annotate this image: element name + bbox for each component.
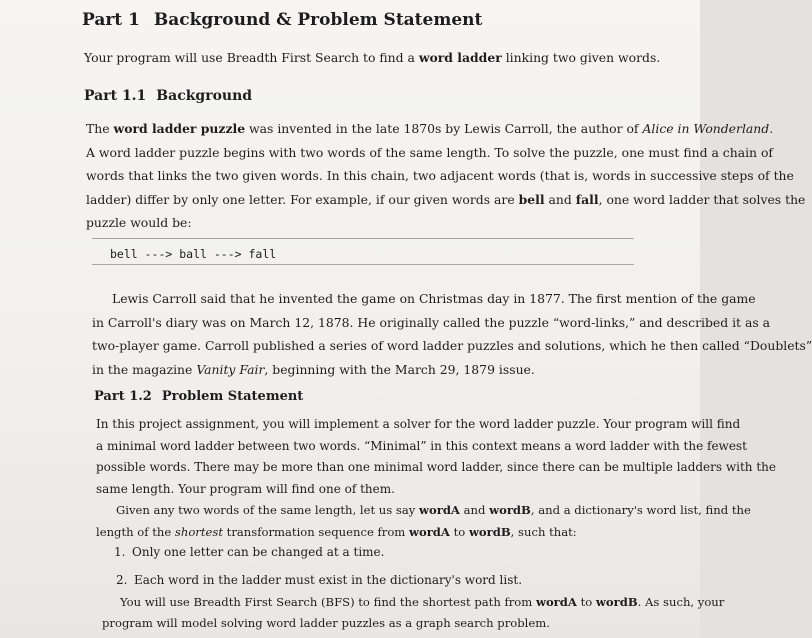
intro-text: Your program will use Breadth First Search to find a bbox=[84, 50, 419, 65]
paragraph-line: ladder) differ by only one letter. For example, if our given words are bell and fall, one word ladder that solves the bbox=[86, 191, 806, 207]
paragraph-line: A word ladder puzzle begins with two words of the same length. To solve the puzzle, one must find a chain of bbox=[86, 144, 774, 160]
intro-text-end: linking two given words. bbox=[501, 50, 661, 65]
list-marker: 1. bbox=[114, 545, 126, 559]
rule-item-1 bbox=[114, 545, 384, 559]
code-example: bell ---> ball ---> fall bbox=[110, 247, 277, 261]
paragraph-line: length of the shortest transformation sequence from wordA to wordB, such that: bbox=[96, 524, 577, 539]
paragraph-line: same length. Your program will find one of them. bbox=[96, 481, 395, 496]
part-1-2-heading bbox=[94, 389, 303, 404]
paragraph-line: possible words. There may be more than one minimal word ladder, since there can be multiple ladders with the bbox=[96, 460, 776, 474]
part-1-heading bbox=[82, 10, 482, 30]
part-1-number: Part 1 bbox=[82, 10, 140, 30]
paragraph-line: In this project assignment, you will implement a solver for the word ladder puzzle. Your program will find bbox=[96, 417, 741, 431]
paragraph-line: program will model solving word ladder puzzles as a graph search problem. bbox=[102, 616, 550, 630]
paragraph-line: two-player game. Carroll published a series of word ladder puzzles and solutions, which he then called “Doublets” bbox=[92, 338, 812, 353]
bfs-paragraph bbox=[102, 592, 724, 634]
paragraph-line: in Carroll's diary was on March 12, 1878. He originally called the puzzle “word-links,” and described it as a bbox=[92, 314, 771, 330]
part-1-2-number: Part 1.2 bbox=[94, 389, 152, 404]
paragraph-line: You will use Breadth First Search (BFS) to find the shortest path from wordA to wordB. As such, your bbox=[120, 595, 725, 609]
background-paragraph bbox=[86, 117, 805, 235]
part-1-title: Background & Problem Statement bbox=[153, 10, 483, 30]
part-1-1-heading bbox=[84, 88, 252, 104]
part-1-1-title: Background bbox=[156, 88, 253, 104]
paragraph-line: Given any two words of the same length, let us say wordA and wordB, and a dictionary's word list, find the bbox=[116, 503, 751, 517]
paragraph-line: a minimal word ladder between two words. “Minimal” in this context means a word ladder with the fewest bbox=[96, 438, 747, 453]
list-item-text: Each word in the ladder must exist in the dictionary's word list. bbox=[134, 573, 523, 587]
part-1-2-title: Problem Statement bbox=[161, 389, 304, 404]
code-top-rule bbox=[92, 238, 634, 239]
list-marker: 2. bbox=[116, 573, 128, 587]
history-paragraph bbox=[92, 287, 812, 381]
rule-item-2 bbox=[116, 573, 522, 587]
paragraph-line: words that links the two given words. In this chain, two adjacent words (that is, words in successive steps of the bbox=[86, 168, 794, 183]
paragraph-line: in the magazine Vanity Fair, beginning with the March 29, 1879 issue. bbox=[92, 361, 535, 377]
paragraph-line: Lewis Carroll said that he invented the game on Christmas day in 1877. The first mention of the game bbox=[112, 291, 756, 306]
intro-bold: word ladder bbox=[418, 50, 502, 65]
part-1-intro bbox=[84, 50, 660, 65]
paragraph-line: puzzle would be: bbox=[86, 215, 192, 230]
code-bottom-rule bbox=[92, 264, 634, 265]
list-item-text: Only one letter can be changed at a time. bbox=[132, 545, 385, 559]
paragraph-line: The word ladder puzzle was invented in the late 1870s by Lewis Carroll, the author of Alice in Wonderland. bbox=[86, 121, 774, 136]
problem-paragraph bbox=[96, 414, 776, 543]
part-1-1-number: Part 1.1 bbox=[84, 88, 147, 104]
